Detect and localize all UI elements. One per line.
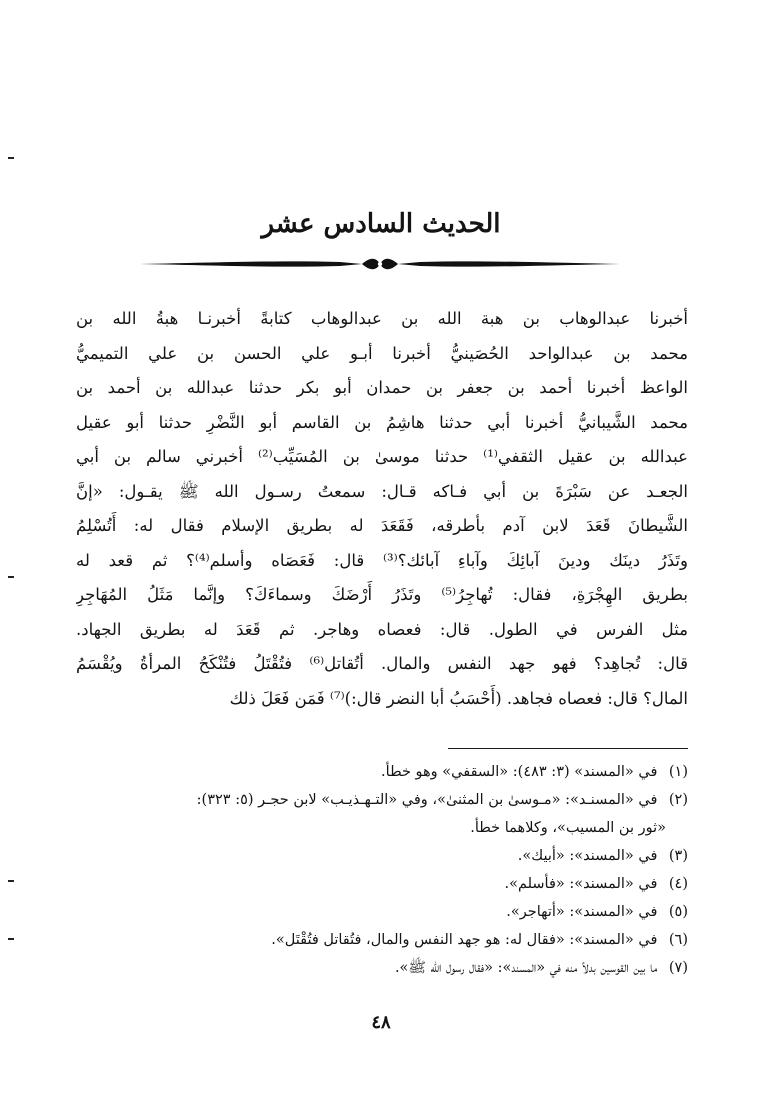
footnote [76, 870, 688, 898]
footnote [76, 954, 688, 982]
footnote-divider [448, 748, 688, 749]
margin-mark [8, 576, 14, 578]
footnote-number: (٢) [668, 792, 688, 808]
text-line: وتَذَرُ دينَك ودينَ آبائِكَ وآباءِ آبائك؟⁽³⁾ قال: فَعَصَاه وأسلم⁽⁴⁾؟ ثم قعد له [76, 550, 688, 570]
margin-mark [8, 157, 14, 159]
footnote-number: (٧) [668, 960, 688, 976]
text-line: أخبرنا عبدالوهاب بن هبة الله بن عبدالوهاب كتابةً أخبرنـا هبةُ الله بن [76, 309, 688, 328]
footnote-text: في «المسند» (٣: ٤٨٣): «السقفي» وهو خطأ. [381, 764, 658, 780]
footnote-text: في «المسند»: «فأسلم». [504, 876, 658, 892]
footnote-text: في «المسنـد»: «مـوسىٰ بن المثنىٰ»، وفي «التـهـذيـب» لابن حجـر (٥: ٣٢٣): [196, 792, 658, 808]
text-line: محمد الشَّيبانيُّ أخبرنا أبي حدثنا هاشِمُ بن القاسم أبو النَّضْرِ حدثنا أبو عقيل [76, 412, 688, 432]
page-number: ٤٨ [371, 1012, 391, 1033]
hadith-title: الحديث السادس عشر [261, 209, 501, 239]
margin-mark [8, 938, 14, 940]
footnote-text: «ثور بن المسيب»، وكلاهما خطأ. [470, 820, 666, 836]
footnote-number: (٦) [668, 932, 688, 948]
footnote-number: (١) [668, 764, 688, 780]
footnote-number: (٥) [668, 904, 688, 920]
margin-mark [8, 880, 14, 882]
footnote-number: (٤) [668, 876, 688, 892]
footnote-text: في «المسند»: «فقال له: هو جهد النفس والمال، فتُقاتل فتُقْتَل». [271, 932, 658, 948]
footnote [76, 842, 688, 870]
text-line: محمد بن عبدالواحد الحُصَينيُّ أخبرنا أبـو علي الحسن بن علي التميميُّ [76, 343, 688, 363]
footnote [76, 758, 688, 786]
text-line: الواعظ أخبرنا أحمد بن جعفر بن حمدان أبو بكر حدثنا عبدالله بن أحمد بن [76, 378, 688, 397]
footnote [76, 926, 688, 954]
footnote [76, 786, 688, 814]
text-line: مثل الفرس في الطول. قال: فعصاه وهاجر. ثم قَعَدَ له بطريق الجهاد. [76, 619, 688, 639]
text-line: الجعـد عن سَبْرَةَ بن أبي فـاكه قـال: سمعتُ رسـول الله ﷺ يقـول: «إنَّ [76, 481, 688, 501]
footnote-continuation [76, 814, 688, 842]
text-line: بطريق الهِجْرَةِ، فقال: تُهاجِرُ⁽⁵⁾ وتَذَرُ أَرْضَكَ وسماءَكَ؟ وإنَّما مَثَلُ المُهَاجِرِ [76, 585, 688, 604]
footnote-number: (٣) [668, 848, 688, 864]
footnote [76, 898, 688, 926]
hadith-text [76, 302, 688, 716]
text-line: عبدالله بن عقيل الثقفي⁽¹⁾ حدثنا موسىٰ بن المُسَيِّب⁽²⁾ أخبرني سالم بن أبي [76, 447, 688, 466]
footnotes [76, 758, 688, 982]
footnote-text: ما بين القوسين بدلاً منه في «المسند»: «فقال رسول الله ﷺ». [394, 960, 658, 976]
text-line: قال: تُجاهِد؟ فهو جهد النفس والمال. أتُقاتل⁽⁶⁾ فتُقْتَلُ فتُنْكَحُ المرأةُ ويُقْسَمُ [76, 654, 688, 673]
title-ornament [140, 254, 620, 274]
text-line: المال؟ قال: فعصاه فجاهد. (أَحْسَبُ أبا النضر قال:)⁽⁷⁾ فَمَن فَعَلَ ذلك [229, 688, 688, 708]
footnote-text: في «المسند»: «أبيك». [517, 848, 658, 864]
footnote-text: في «المسند»: «أتهاجر». [506, 904, 658, 920]
text-line: الشَّيطانَ قَعَدَ لابن آدم بأطرقه، فَقَعَدَ له بطريق الإسلام فقال له: أَتُسْلِمُ [76, 516, 688, 535]
